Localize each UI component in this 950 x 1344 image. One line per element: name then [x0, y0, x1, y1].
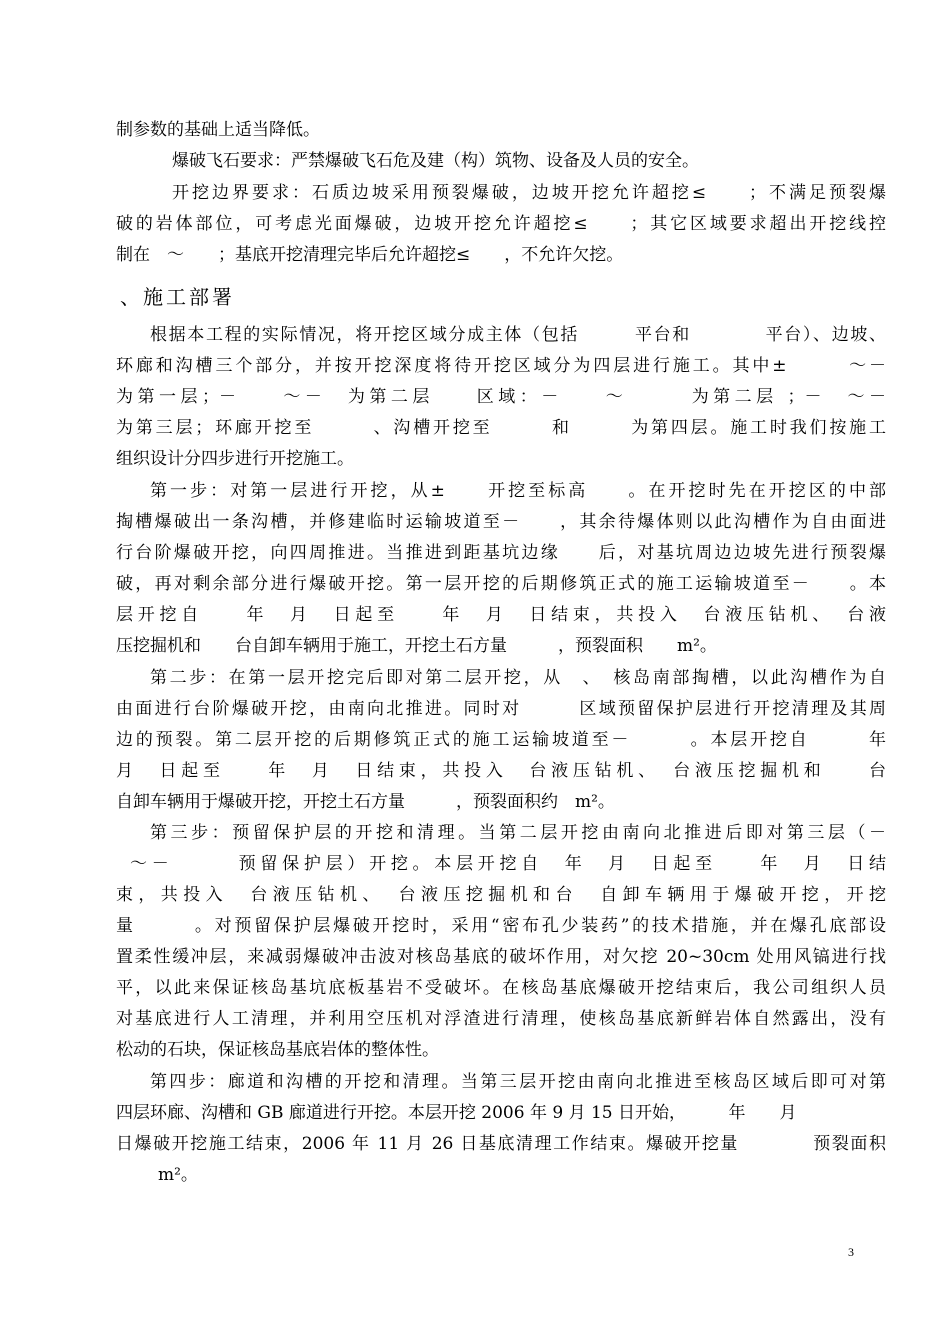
body-line: 四层环廊、沟槽和 GB 廊道进行开挖。本层开挖 2006 年 9 月 15 日开始， 年 月	[116, 1103, 797, 1123]
body-line: 置柔性缓冲层，来减弱爆破冲击波对核岛基底的破坏作用，对欠挖 20~30cm 处用风镐进行找	[116, 947, 886, 967]
section-heading: 、施工部署	[120, 285, 235, 309]
body-line: 松动的石块，保证核岛基底岩体的整体性。	[116, 1040, 439, 1060]
body-line: 月 日起至 年 月 日结束，共投入 台液压钻机、 台液压挖掘机和 台	[116, 761, 886, 781]
body-line: 环廊和沟槽三个部分，并按开挖深度将待开挖区域分为四层进行施工。其中± ～－	[116, 356, 886, 376]
body-line: 破，再对剩余部分进行爆破开挖。第一层开挖的后期修筑正式的施工运输坡道至－ 。本	[116, 574, 886, 594]
body-line: m²。	[158, 1165, 198, 1185]
body-line: 为第三层；环廊开挖至 、沟槽开挖至 和 为第四层。施工时我们按施工	[116, 418, 886, 438]
body-line: 制在 ～ ；基底开挖清理完毕后允许超挖≤ ，不允许欠挖。	[116, 245, 624, 265]
body-line: 束，共投入 台液压钻机、 台液压挖掘机和台 自卸车辆用于爆破开挖，开挖	[116, 885, 886, 905]
body-line: 平，以此来保证核岛基坑底板基岩不受破坏。在核岛基底爆破开挖结束后，我公司组织人员	[116, 978, 886, 998]
body-line: 行台阶爆破开挖，向四周推进。当推进到距基坑边缘 后，对基坑周边边坡先进行预裂爆	[116, 543, 886, 563]
body-line: 对基底进行人工清理，并利用空压机对浮渣进行清理，使核岛基底新鲜岩体自然露出，没有	[116, 1009, 886, 1029]
body-line: 掏槽爆破出一条沟槽，并修建临时运输坡道至－ ，其余待爆体则以此沟槽作为自由面进	[116, 512, 886, 532]
body-line: 破的岩体部位，可考虑光面爆破，边坡开挖允许超挖≤ ；其它区域要求超出开挖线控	[116, 214, 886, 234]
body-line: 压挖掘机和 台自卸车辆用于施工，开挖土石方量 ，预裂面积 m²。	[116, 636, 717, 656]
body-line: 第一步：对第一层进行开挖，从± 开挖至标高 。在开挖时先在开挖区的中部	[150, 481, 886, 501]
page-number: 3	[848, 1245, 854, 1259]
body-line: 组织设计分四步进行开挖施工。	[116, 449, 354, 469]
body-line: 层开挖自 年 月 日起至 年 月 日结束，共投入 台液压钻机、 台液	[116, 605, 886, 625]
body-line: 爆破飞石要求：严禁爆破飞石危及建（构）筑物、设备及人员的安全。	[172, 151, 699, 171]
body-line: 第四步：廊道和沟槽的开挖和清理。当第三层开挖由南向北推进至核岛区域后即可对第	[150, 1072, 886, 1092]
body-line: 自卸车辆用于爆破开挖，开挖土石方量 ，预裂面积约 m²。	[116, 792, 615, 812]
body-line: 边的预裂。第二层开挖的后期修筑正式的施工运输坡道至－ 。本层开挖自 年	[116, 730, 886, 750]
body-line: 日爆破开挖施工结束，2006 年 11 月 26 日基底清理工作结束。爆破开挖量 预裂面积	[116, 1134, 886, 1154]
body-line: 由面进行台阶爆破开挖，由南向北推进。同时对 区域预留保护层进行开挖清理及其周	[116, 699, 886, 719]
body-line: ～－ 预留保护层）开挖。本层开挖自 年 月 日起至 年 月 日结	[130, 854, 886, 874]
body-line: 开挖边界要求：石质边坡采用预裂爆破，边坡开挖允许超挖≤ ；不满足预裂爆	[172, 183, 886, 203]
body-line: 为第一层；－ ～－ 为第二层 区域：－ ～ 为第二层 ；－ ～－	[116, 387, 886, 407]
body-line: 第二步：在第一层开挖完后即对第二层开挖，从 、 核岛南部掏槽，以此沟槽作为自	[150, 668, 886, 688]
body-line: 根据本工程的实际情况，将开挖区域分成主体（包括 平台和 平台）、边坡、	[150, 325, 886, 345]
body-line: 量 。对预留保护层爆破开挖时，采用“密布孔少装药”的技术措施，并在爆孔底部设	[116, 916, 886, 936]
body-line: 第三步：预留保护层的开挖和清理。当第二层开挖由南向北推进后即对第三层（－	[150, 823, 886, 843]
body-line: 制参数的基础上适当降低。	[116, 120, 320, 140]
